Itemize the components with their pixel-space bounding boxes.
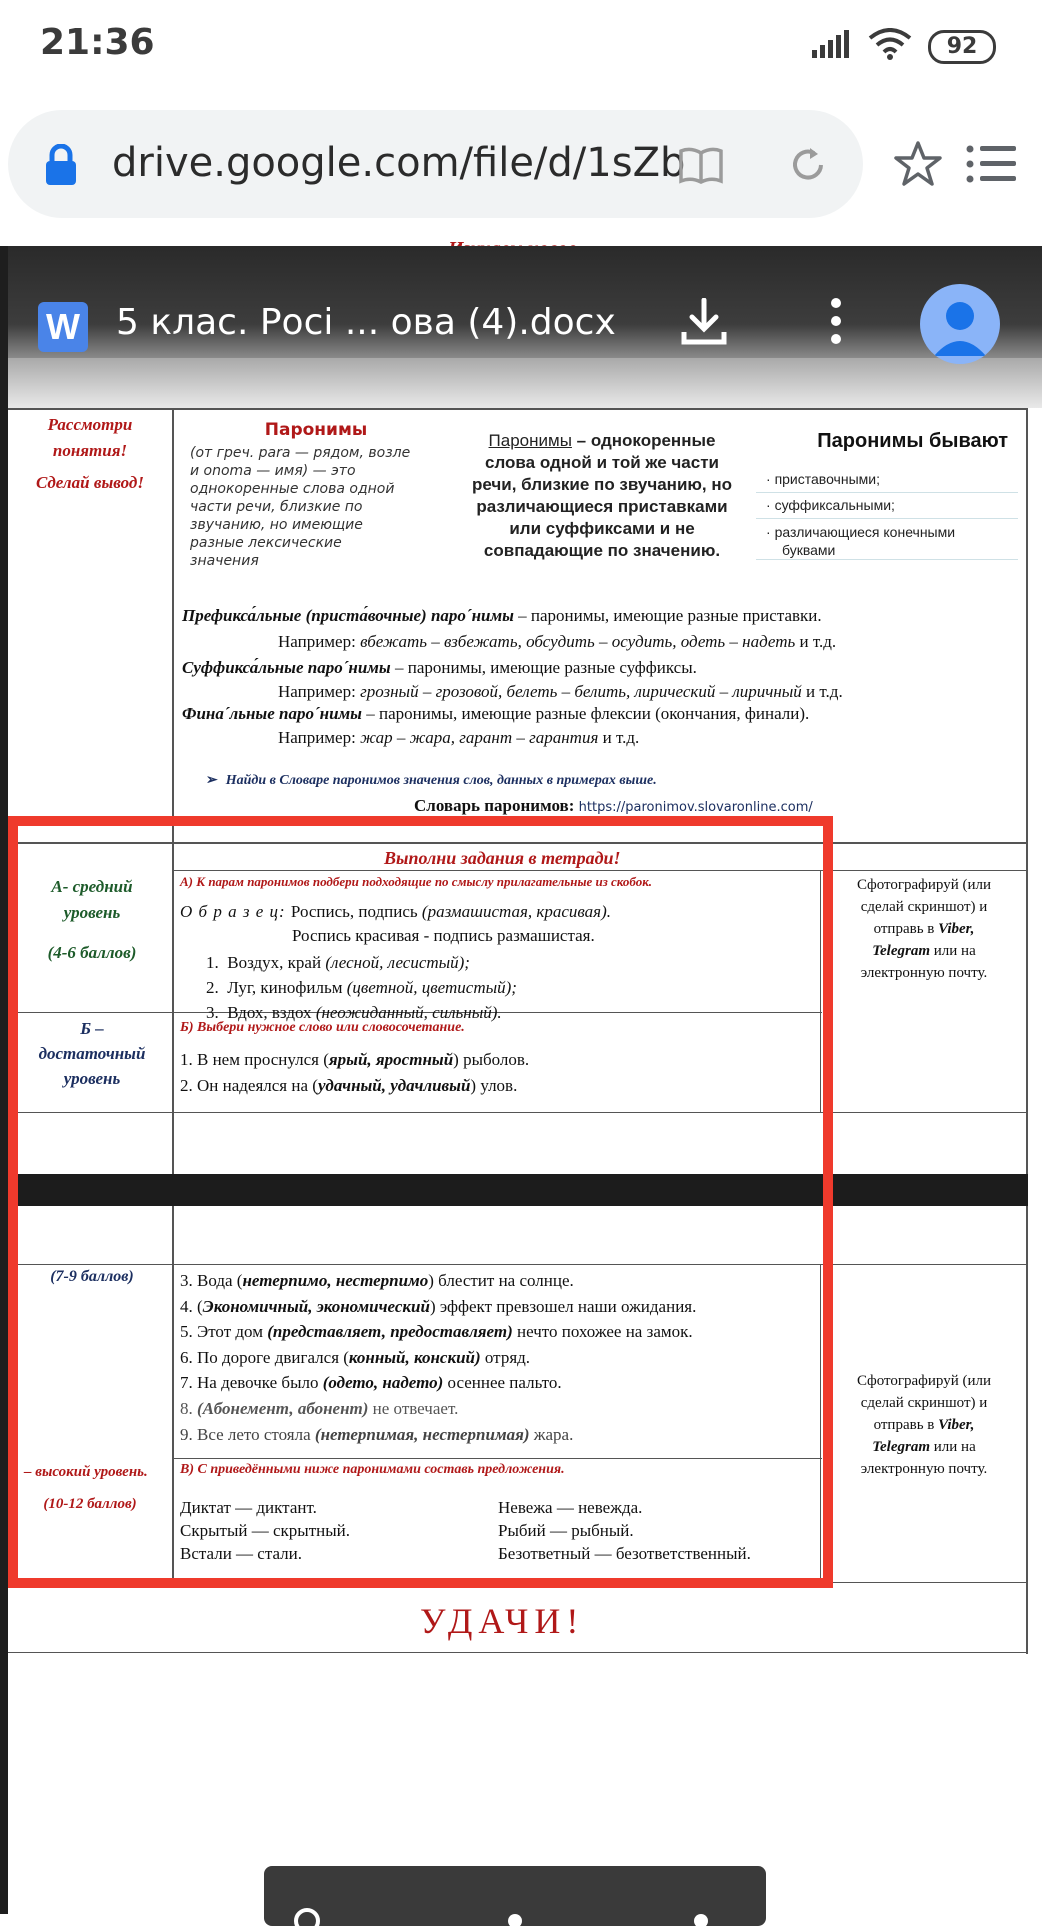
reload-icon[interactable]	[788, 145, 828, 185]
url-text[interactable]: drive.google.com/file/d/1sZb	[112, 140, 686, 186]
photo-note: Сфотографируй (или сделай скриншот) и отправь в Viber, Telegram или на электронную почту.	[856, 1373, 992, 1477]
table-line	[1026, 408, 1028, 1654]
task-b-item: 2. Он надеялся на (удачный, удачливый) улов.	[180, 1076, 518, 1095]
tasks-header: Выполни задания в тетради!	[384, 848, 621, 868]
highlight-frame	[8, 816, 833, 1588]
definition-box-2: Паронимы – однокоренные слова одной и той же части речи, близкие по звучанию, но различающиеся приставками или суффиксами и не совпадающие по значению.	[471, 431, 733, 560]
list-item: 2. Луг, кинофильм (цветной, цветистый);	[206, 978, 517, 997]
task-a-title: А) К парам паронимов подбери подходящие по смыслу прилагательные из скобок.	[180, 874, 653, 889]
example-suffix: Например: грозный – грозовой, белеть – белить, лирический – лиричный и т.д.	[278, 682, 843, 701]
toolbar-icon[interactable]	[686, 1906, 716, 1926]
account-avatar[interactable]	[920, 284, 1000, 364]
download-icon[interactable]	[680, 298, 728, 346]
list-item: 4. (Экономичный, экономический) эффект превзошел наши ожидания.	[180, 1296, 697, 1316]
paronym-types-box: Паронимы бывают · приставочными; · суффиксальными; · различающиеся конечными буквами	[756, 430, 1018, 560]
list-item: 8. (Абонемент, абонент) не отвечает.	[180, 1398, 459, 1418]
task-b-item: 1. В нем проснулся (ярый, яростный) рыболов.	[180, 1050, 530, 1069]
lock-icon	[44, 144, 78, 186]
dictionary-task-note: ➢ Найди в Словаре паронимов значения слов, данных в примерах выше.	[206, 773, 657, 788]
list-item: 1. Воздух, край (лесной, лесистый);	[206, 953, 470, 972]
list-item: Рыбий — рыбный.	[498, 1521, 634, 1540]
signal-icon	[812, 30, 852, 58]
side-label-review: Рассмотри понятия! Сделай вывод!	[36, 415, 144, 492]
task-b-title: Б) Выбери нужное слово или словосочетание.	[180, 1020, 465, 1035]
battery-indicator: 92	[928, 30, 996, 64]
toolbar-icon[interactable]	[292, 1906, 322, 1926]
list-item: Безответный — безответственный.	[498, 1544, 751, 1563]
list-item: 6. По дороге двигался (конный, конский) отряд.	[180, 1347, 531, 1367]
user-icon	[920, 284, 1000, 364]
list-item: 7. На девочке было (одето, надето) осеннее пальто.	[180, 1373, 562, 1393]
photo-note: Сфотографируй (или сделай скриншот) и отправь в Viber, Telegram или на электронную почту.	[856, 877, 992, 981]
list-item: Невежа — невежда.	[498, 1498, 643, 1517]
arrow-bullet-icon: ➢	[206, 773, 218, 788]
example-final: Например: жар – жара, гарант – гарантия и т.д.	[278, 728, 640, 747]
level-a-label: А- средний уровень (4-6 баллов)	[47, 877, 137, 962]
level-b-points: (7-9 баллов)	[50, 1268, 134, 1285]
status-bar	[0, 0, 1042, 92]
clock: 21:36	[40, 22, 155, 63]
definition-prefix: Префикса́льные (приста́вочные) пароˊнимы – паронимы, имеющие разные приставки.	[182, 606, 822, 625]
list-item: 3. Вода (нетерпимо, нестерпимо) блестит на солнце.	[180, 1271, 574, 1290]
list-item: Диктат — диктант.	[180, 1498, 317, 1517]
level-b-label: Б – достаточный уровень	[38, 1019, 146, 1088]
list-item: 5. Этот дом (представляет, предоставляет) нечто похожее на замок.	[180, 1322, 693, 1342]
list-item: 9. Все лето стояла (нетерпимая, нестерпимая) жара.	[180, 1424, 574, 1444]
list-item: 3. Вдох, вздох (неожиданный, сильный).	[206, 1003, 502, 1022]
dictionary-line: Словарь паронимов: https://paronimov.slovaronline.com/	[414, 796, 813, 815]
dictionary-link[interactable]: https://paronimov.slovaronline.com/	[578, 800, 813, 815]
bottom-toolbar[interactable]	[264, 1866, 766, 1926]
table-line	[8, 408, 1028, 410]
more-options-icon[interactable]	[826, 296, 846, 346]
definition-suffix: Суффикса́льные пароˊнимы – паронимы, имеющие разные суффиксы.	[182, 658, 697, 677]
good-luck-text: УДАЧИ!	[420, 1601, 585, 1641]
word-icon: W	[38, 302, 88, 352]
bookmark-star-icon[interactable]	[893, 140, 943, 188]
reader-mode-icon[interactable]	[678, 146, 724, 184]
task-c-title: В) С приведёнными ниже паронимами составь предложения.	[180, 1462, 565, 1477]
menu-icon[interactable]	[966, 144, 1016, 184]
document-title: 5 клас. Росі ... ова (4).docx	[116, 302, 616, 343]
sample-answer: Роспись красивая - подпись размашистая.	[292, 926, 595, 945]
list-item: Скрытый — скрытный.	[180, 1521, 350, 1540]
toolbar-shadow	[0, 358, 1042, 408]
page-edge	[0, 246, 8, 1914]
toolbar-icon[interactable]	[500, 1906, 530, 1926]
example-prefix: Например: вбежать – взбежать, обсудить – осудить, одеть – надеть и т.д.	[278, 632, 837, 651]
table-line	[8, 1652, 1028, 1653]
wifi-icon	[868, 28, 912, 60]
sample-line: О б р а з е ц: Роспись, подпись (размашистая, красивая).	[180, 902, 611, 921]
list-item: Встали — стали.	[180, 1544, 303, 1563]
definition-box-1: Паронимы (от греч. para — рядом, возле и onoma — имя) — это однокоренные слова одной части речи, близкие по звучанию, но имеющие разные лексические значения	[190, 420, 411, 569]
level-c-label: – высокий уровень. (10-12 баллов)	[24, 1464, 148, 1512]
definition-final: Финаˊльные пароˊнимы – паронимы, имеющие разные флексии (окончания, финали).	[182, 704, 810, 723]
